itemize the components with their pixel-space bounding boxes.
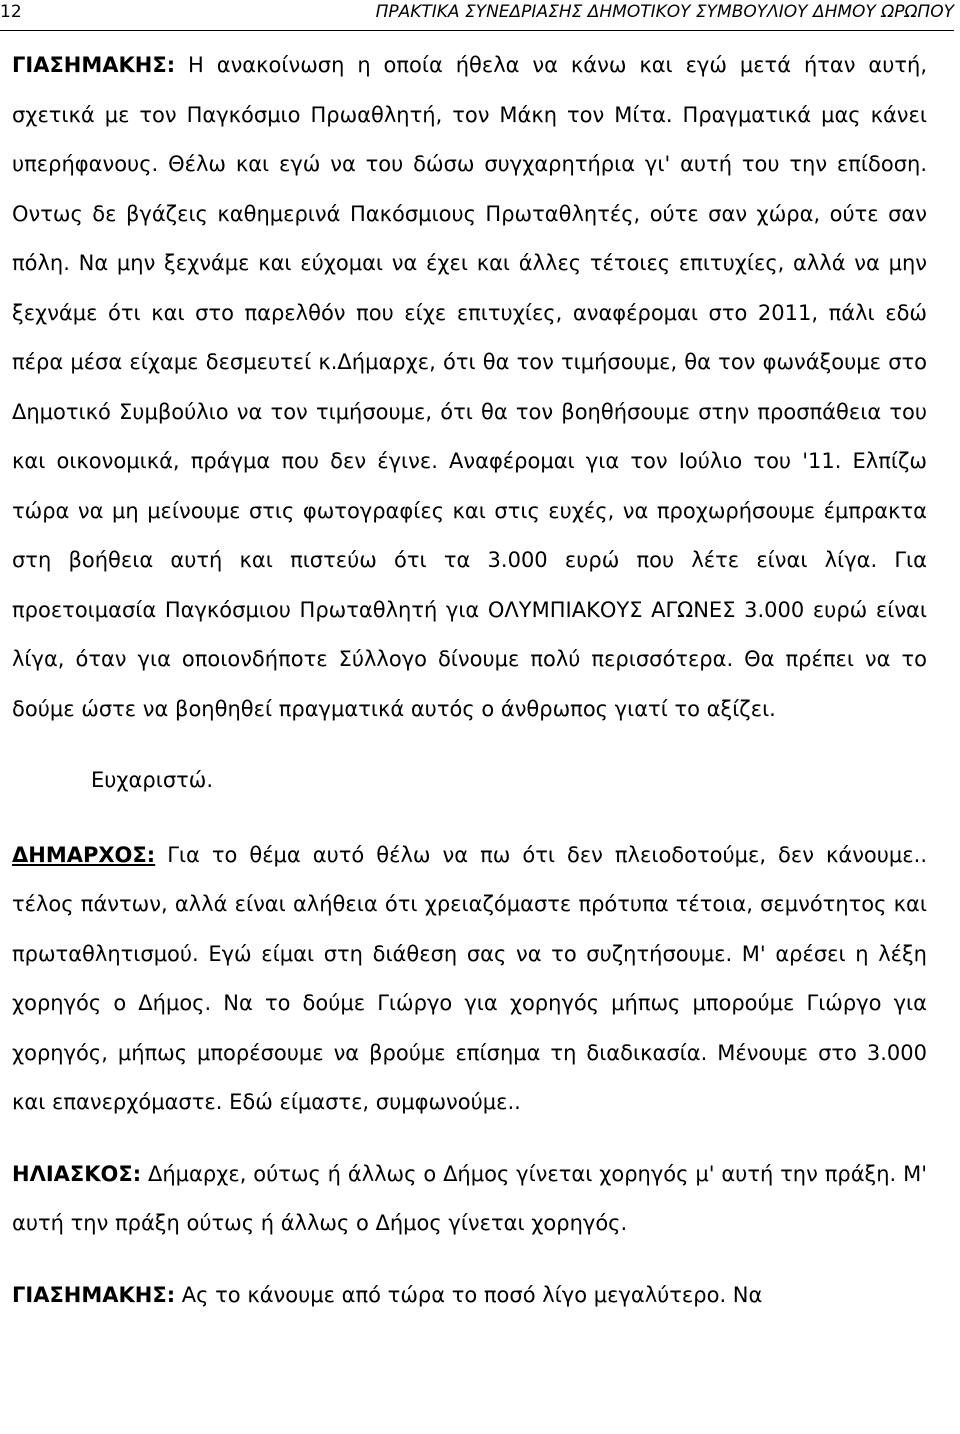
paragraph-iliaskos [12,1150,927,1249]
spacer [12,806,927,831]
speaker-name: ΓΙΑΣΗΜΑΚΗΣ: [12,53,176,77]
speaker-name: ΓΙΑΣΗΜΑΚΗΣ: [12,1282,176,1307]
spacer [12,1128,927,1150]
minutes-body [12,41,927,1320]
page-header [0,0,960,30]
paragraph-text: Η ανακοίνωση η οποία ήθελα να κάνω και εγώ μετά ήταν αυτή, σχετικά με τον Παγκόσμιο Πρωαθλητή, τον Μάκη τον Μίτα. Πραγματικά μας κάνει υπερήφανους. Θέλω και εγώ να του δώσω συγχαρητήρια γι' αυτή του την επίδοση. Οντως δε βγάζεις καθημερινά Πακόσμιους Πρωταθλητές, ούτε σαν χώρα, ούτε σαν πόλη. Να μην ξεχνάμε και εύχομαι να έχει και άλλες τέτοιες επιτυχίες, αλλά να μην ξεχνάμε ότι και στο παρελθόν που είχε επιτυχίες, αναφέρομαι στο 2011, πάλι εδώ πέρα μέσα είχαμε δεσμευτεί κ.Δήμαρχε, ότι θα τον τιμήσουμε, θα τον φωνάξουμε στο Δημοτικό Συμβούλιο να τον τιμήσουμε, ότι θα τον βοηθήσουμε στην προσπάθεια του και οικονομικά, πράγμα που δεν έγινε. Αναφέρομαι για τον Ιούλιο του '11. Ελπίζω τώρα να μη μείνουμε στις φωτογραφίες και στις ευχές, να προχωρήσουμε έμπρακτα στη βοήθεια αυτή και πιστεύω ότι τα 3.000 ευρώ που λέτε είναι λίγα. Για προετοιμασία Παγκόσμιου Πρωταθλητή για ΟΛΥΜΠΙΑΚΟΥΣ ΑΓΩΝΕΣ 3.000 ευρώ είναι λίγα, όταν για οποιονδήποτε Σύλλογο δίνουμε πολύ περισσότερα. Θα πρέπει να το δούμε ώστε να βοηθηθεί πραγματικά αυτός ο άνθρωπος γιατί το αξίζει. [12,53,928,721]
paragraph-giasimakis-2 [12,1271,927,1321]
header-rule [0,30,954,31]
running-title: ΠΡΑΚΤΙΚΑ ΣΥΝΕΔΡΙΑΣΗΣ ΔΗΜΟΤΙΚΟΥ ΣΥΜΒΟΥΛΙΟΥ ΔΗΜΟΥ ΩΡΩΠΟΥ [375,2,954,22]
page-number: 12 [0,2,22,22]
paragraph-giasimakis-1 [12,41,927,734]
paragraph-dimarchos [12,831,927,1128]
paragraph-text: Για το θέμα αυτό θέλω να πω ότι δεν πλειοδοτούμε, δεν κάνουμε.. τέλος πάντων, αλλά είναι αλήθεια ότι χρειαζόμαστε πρότυπα τέτοια, σεμνότητος και πρωταθλητισμού. Εγώ είμαι στη διάθεση σας να το συζητήσουμε. Μ' αρέσει η λέξη χορηγός ο Δήμος. Να το δούμε Γιώργο για χορηγός μήπως μπορούμε Γιώργο για χορηγός, μήπως μπορέσουμε να βρούμε επίσημα τη διαδικασία. Μένουμε στο 3.000 και επανερχόμαστε. Εδώ είμαστε, συμφωνούμε.. [12,842,927,1114]
speaker-name: ΗΛΙΑΣΚΟΣ: [12,1161,142,1186]
paragraph-text: Ευχαριστώ. [91,768,214,792]
spacer [12,1249,927,1271]
paragraph-thanks [12,756,927,806]
spacer [12,734,927,756]
paragraph-text: Ας το κάνουμε από τώρα το ποσό λίγο μεγαλύτερο. Να [181,1282,763,1307]
paragraph-text: Δήμαρχε, ούτως ή άλλως ο Δήμος γίνεται χορηγός μ' αυτή την πράξη. Μ' αυτή την πράξη ούτως ή άλλως ο Δήμος γίνεται χορηγός. [12,1161,927,1235]
speaker-name: ΔΗΜΑΡΧΟΣ: [12,842,156,867]
